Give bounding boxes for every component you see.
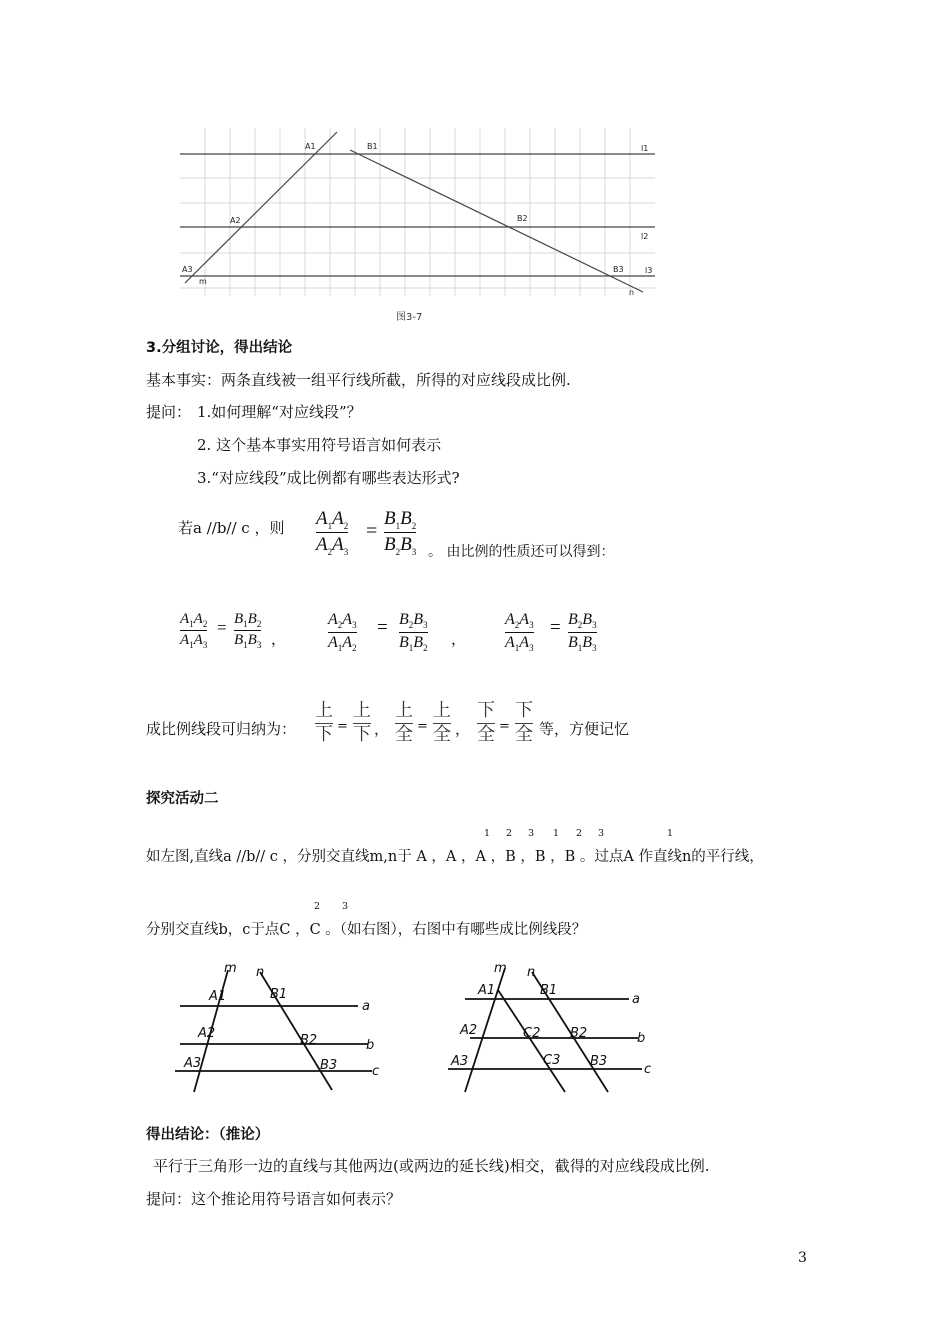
label-m: m <box>494 961 507 976</box>
fraction-main-left: $A_1A_2$ $A_2A_3$ <box>316 508 349 557</box>
question-label: 提问： <box>146 403 192 421</box>
conclusion-heading: 得出结论：（推论） <box>146 1127 270 1143</box>
fraction-3-right: $B_2B_3$ $B_1B_3$ <box>568 611 597 653</box>
label-C2: C2 <box>523 1026 541 1041</box>
word-fraction-6: 下 全 <box>515 700 533 745</box>
figure-caption: 图3-7 <box>396 312 423 323</box>
label-b: b <box>366 1038 375 1053</box>
page-number: 3 <box>798 1250 807 1266</box>
label-B1: B1 <box>270 987 288 1002</box>
label-b: b <box>637 1031 646 1046</box>
label-n: n <box>629 288 635 297</box>
equals-sign: = <box>377 617 388 638</box>
activity-line-2: 分别交直线b，c于点C ，C 。（如右图），右图中有哪些成比例线段？ <box>146 922 587 938</box>
equals-sign: = <box>366 520 378 542</box>
fraction-3-left: $A_2A_3$ $A_1A_3$ <box>505 611 534 653</box>
label-A2: A2 <box>198 1026 216 1041</box>
diagram-right <box>440 960 670 1095</box>
label-C3: C3 <box>543 1053 561 1068</box>
label-A1: A1 <box>209 989 227 1004</box>
subscript: 2 <box>576 828 583 839</box>
grid <box>180 128 655 296</box>
line-m <box>185 132 337 283</box>
conclusion-question: 提问：这个推论用符号语言如何表示？ <box>146 1190 402 1208</box>
label-A2: A2 <box>460 1023 478 1038</box>
section-heading: 3.分组讨论，得出结论 <box>146 340 293 356</box>
subscript: 1 <box>484 828 491 839</box>
label-B2: B2 <box>570 1026 588 1041</box>
label-A3: A3 <box>182 265 193 274</box>
label-B2: B2 <box>300 1033 318 1048</box>
label-n: n <box>527 965 536 980</box>
subscript: 3 <box>598 828 605 839</box>
fraction-1-left: $A_1A_2$ $A_1A_3$ <box>180 611 208 651</box>
question-1: 1.如何理解“对应线段”？ <box>197 403 362 421</box>
word-fraction-1: 上 下 <box>315 700 333 745</box>
label-a: a <box>632 992 640 1007</box>
label-m: m <box>224 961 237 976</box>
lines <box>180 132 655 292</box>
label-l3: l3 <box>645 266 653 275</box>
subscript: 3 <box>528 828 535 839</box>
conclusion-text: 平行于三角形一边的直线与其他两边(或两边的延长线)相交，截得的对应线段成比例. <box>153 1157 710 1175</box>
subscript: 3 <box>342 901 349 912</box>
label-A1: A1 <box>478 983 496 998</box>
label-B3: B3 <box>320 1058 338 1073</box>
activity-heading: 探究活动二 <box>146 791 219 807</box>
word-fraction-4: 上 全 <box>433 700 451 745</box>
fraction-main-right: $B_1B_2$ $B_2B_3$ <box>384 508 417 557</box>
subscript: 1 <box>553 828 560 839</box>
label-B3: B3 <box>590 1054 608 1069</box>
equals-sign: = <box>550 617 561 638</box>
if-text: 若a //b// c ，则 <box>178 519 285 537</box>
word-fraction-5: 下 全 <box>477 700 495 745</box>
label-B3: B3 <box>613 265 624 274</box>
equals-sign: = <box>417 719 428 734</box>
comma: ， <box>455 720 471 738</box>
fraction-1-right: $B_1B_2$ $B_1B_3$ <box>234 611 262 651</box>
equals-sign: = <box>337 719 348 734</box>
word-fraction-2: 上 下 <box>353 700 371 745</box>
label-n: n <box>256 965 265 980</box>
then-text: 。 由比例的性质还可以得到： <box>428 544 615 560</box>
label-c: c <box>372 1064 380 1079</box>
label-c: c <box>644 1062 652 1077</box>
diagram-left <box>170 960 390 1095</box>
word-fraction-3: 上 全 <box>395 700 413 745</box>
label-l1: l1 <box>641 144 649 153</box>
label-A3: A3 <box>451 1054 469 1069</box>
comma: ， <box>374 720 390 738</box>
label-a: a <box>362 999 370 1014</box>
label-A1: A1 <box>305 142 316 151</box>
fraction-2-right: $B_2B_3$ $B_1B_2$ <box>399 611 428 653</box>
summary-prefix: 成比例线段可归纳为： <box>146 720 297 738</box>
label-A2: A2 <box>230 216 241 225</box>
label-B2: B2 <box>517 214 528 223</box>
comma: ， <box>271 630 287 648</box>
subscript: 2 <box>506 828 513 839</box>
activity-line-1: 如左图,直线a //b// c ，分别交直线m,n于 A ，A ，A ，B ，B ，B 。过点A 作直线n的平行线， <box>146 849 764 865</box>
equals-sign: = <box>499 719 510 734</box>
basic-fact: 基本事实：两条直线被一组平行线所截，所得的对应线段成比例. <box>146 371 571 389</box>
line-n <box>350 150 643 292</box>
equals-sign: = <box>217 618 227 637</box>
fraction-2-left: $A_2A_3$ $A_1A_2$ <box>328 611 357 653</box>
subscript: 1 <box>667 828 674 839</box>
comma: ， <box>451 630 467 648</box>
question-2: 2. 这个基本事实用符号语言如何表示 <box>197 436 442 454</box>
label-B1: B1 <box>367 142 378 151</box>
label-m: m <box>199 277 207 286</box>
label-B1: B1 <box>540 983 558 998</box>
question-3: 3.“对应线段”成比例都有哪些表达形式? <box>197 469 460 487</box>
figure-3-7 <box>175 128 665 300</box>
summary-suffix: 等，方便记忆 <box>539 720 630 738</box>
label-l2: l2 <box>641 232 649 241</box>
subscript: 2 <box>314 901 321 912</box>
label-A3: A3 <box>184 1056 202 1071</box>
